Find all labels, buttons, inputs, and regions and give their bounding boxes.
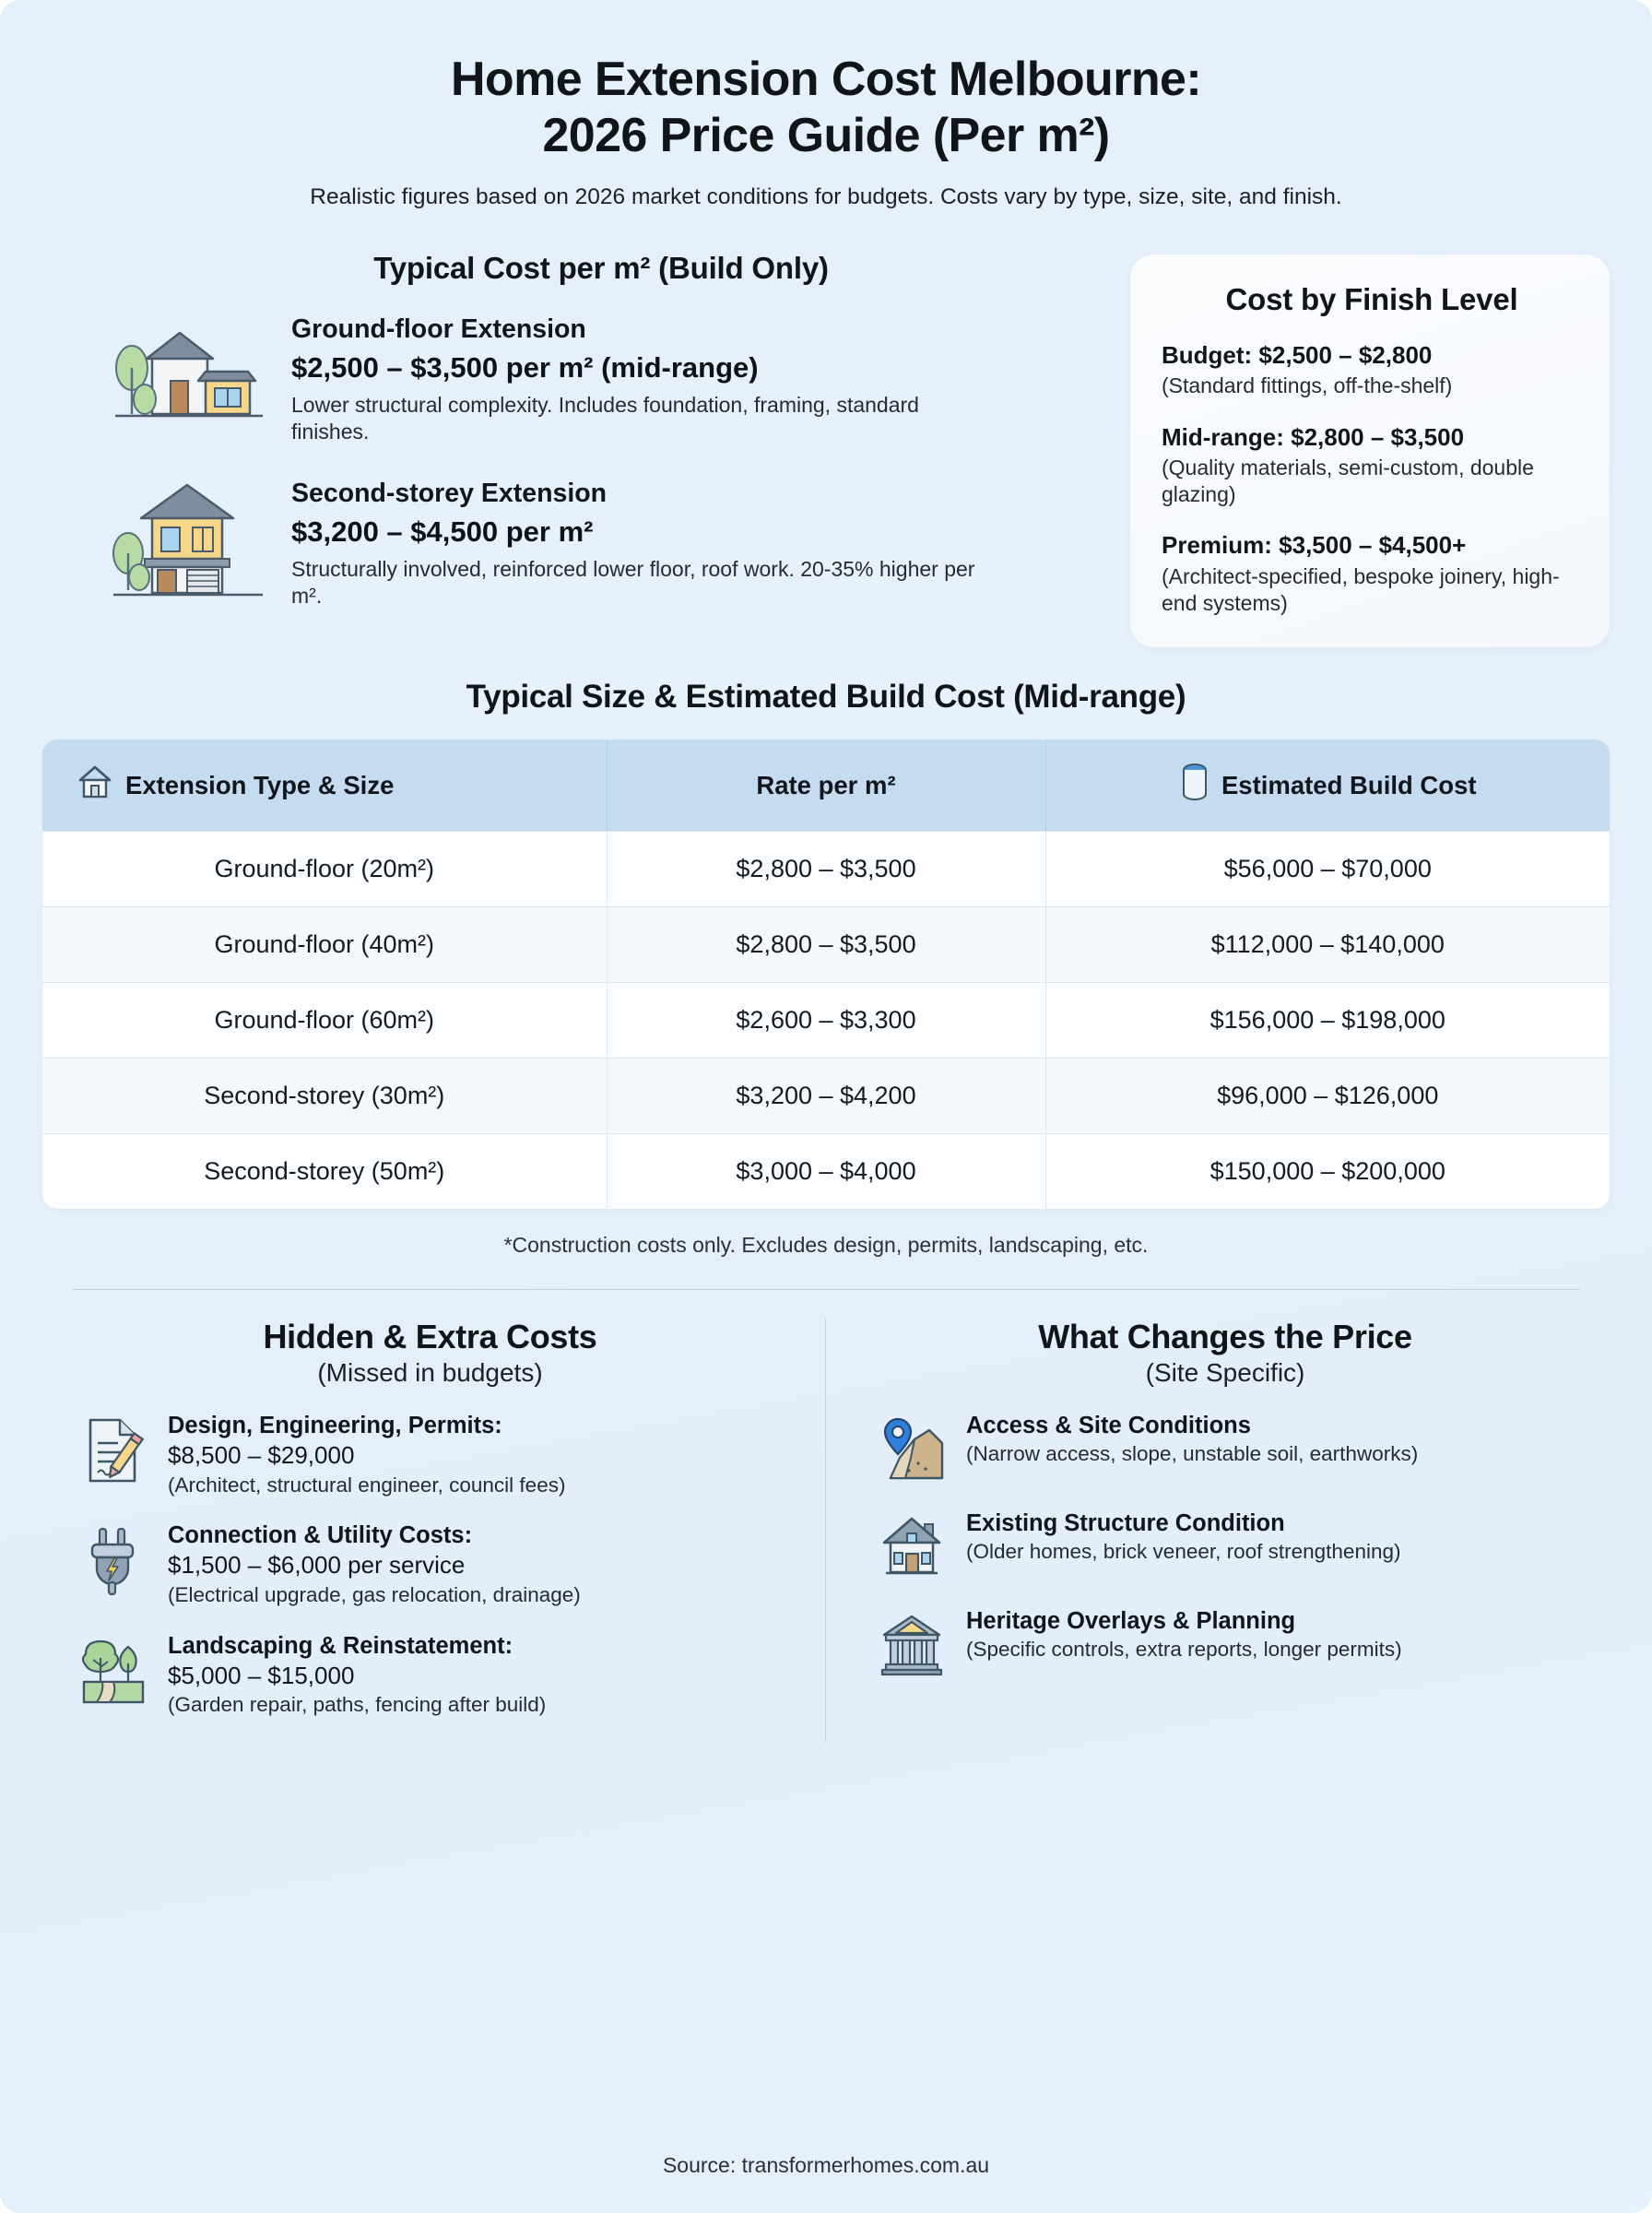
- list-item: [863, 1607, 1587, 1681]
- document-pencil-icon: [77, 1412, 149, 1485]
- list-item: [863, 1412, 1587, 1485]
- finish-level-note: (Architect-specified, bespoke joinery, high-end systems): [1162, 564, 1560, 615]
- source-attribution: Source: transformerhomes.com.au: [662, 2153, 990, 2177]
- build-only-list: [42, 310, 1104, 612]
- item-amount: $5,000 – $15,000: [168, 1661, 355, 1689]
- trees-garden-icon: [77, 1632, 149, 1706]
- list-item-body: [291, 310, 1104, 446]
- item-note: (Garden repair, paths, fencing after build): [168, 1693, 547, 1717]
- list-item: [65, 1412, 796, 1497]
- item-note: (Architect, structural engineer, council fees): [168, 1473, 566, 1497]
- database-coins-icon: [1179, 762, 1210, 809]
- cost-item-title: Ground-floor Extension: [291, 314, 586, 344]
- cell-cost: $112,000 – $140,000: [1045, 907, 1610, 983]
- price-changers-list: [863, 1412, 1587, 1681]
- finish-level-note: (Standard fittings, off-the-shelf): [1162, 373, 1453, 398]
- list-item-body: [168, 1412, 796, 1497]
- page-title-line-2: 2026 Price Guide (Per m²): [542, 108, 1110, 162]
- item-title: Design, Engineering, Permits:: [168, 1413, 502, 1439]
- table-row: [42, 1059, 1610, 1134]
- cell-cost: $156,000 – $198,000: [1045, 983, 1610, 1059]
- item-title: Access & Site Conditions: [966, 1413, 1251, 1439]
- finish-level-card: [1130, 254, 1610, 648]
- cost-table: [42, 740, 1610, 1209]
- hidden-costs-list: [65, 1412, 796, 1718]
- list-item: [1162, 531, 1582, 616]
- list-item-body: [966, 1607, 1587, 1663]
- finish-level-head: Mid-range: $2,800 – $3,500: [1162, 422, 1465, 451]
- build-only-heading: Typical Cost per m² (Build Only): [373, 250, 829, 285]
- list-item: [42, 310, 1104, 448]
- power-plug-icon: [77, 1521, 149, 1595]
- cost-item-price: $2,500 – $3,500 per m² (mid-range): [291, 350, 759, 384]
- list-item: [42, 474, 1104, 612]
- cost-table-wrapper: [42, 740, 1610, 1209]
- price-changers-subtitle: (Site Specific): [1145, 1358, 1305, 1388]
- finish-level-title: Cost by Finish Level: [1225, 281, 1518, 316]
- table-column-header-label: Estimated Build Cost: [1221, 770, 1477, 799]
- item-note: (Electrical upgrade, gas relocation, drainage): [168, 1583, 581, 1607]
- price-changers-panel: [826, 1318, 1610, 1742]
- upper-section: [42, 251, 1610, 648]
- table-heading: Typical Size & Estimated Build Cost (Mid-range): [466, 679, 1186, 716]
- house-outline-icon: [76, 763, 114, 808]
- list-item: [1162, 423, 1582, 508]
- cell-type: Second-storey (50m²): [42, 1134, 607, 1210]
- list-item-body: [966, 1509, 1587, 1565]
- page-subtitle: Realistic figures based on 2026 market conditions for budgets. Costs vary by type, size, site, and finish.: [310, 183, 1342, 209]
- list-item-body: [966, 1412, 1587, 1467]
- cell-cost: $96,000 – $126,000: [1045, 1059, 1610, 1134]
- cell-rate: $3,000 – $4,000: [607, 1134, 1045, 1210]
- price-changers-title: What Changes the Price: [1038, 1318, 1412, 1356]
- cell-rate: $2,600 – $3,300: [607, 983, 1045, 1059]
- hidden-costs-title: Hidden & Extra Costs: [263, 1318, 597, 1356]
- cost-item-price: $3,200 – $4,500 per m²: [291, 515, 594, 548]
- list-item-body: [168, 1632, 796, 1718]
- page-title-line-1: Home Extension Cost Melbourne:: [450, 53, 1202, 106]
- map-pin-terrain-icon: [876, 1412, 948, 1485]
- house-icon: [876, 1509, 948, 1583]
- cell-type: Second-storey (30m²): [42, 1059, 607, 1134]
- cost-item-desc: Lower structural complexity. Includes foundation, framing, standard finishes.: [291, 393, 919, 444]
- item-title: Connection & Utility Costs:: [168, 1522, 473, 1549]
- table-header-row: [42, 740, 1610, 832]
- cell-cost: $56,000 – $70,000: [1045, 832, 1610, 907]
- table-row: [42, 1134, 1610, 1210]
- cell-type: Ground-floor (40m²): [42, 907, 607, 983]
- list-item: [863, 1509, 1587, 1583]
- finish-level-panel: [1130, 251, 1610, 648]
- cost-item-desc: Structurally involved, reinforced lower floor, roof work. 20-35% higher per m².: [291, 557, 975, 609]
- finish-level-head: Budget: $2,500 – $2,800: [1162, 340, 1433, 369]
- item-note: (Specific controls, extra reports, longer permits): [966, 1638, 1402, 1662]
- table-head: [42, 740, 1610, 832]
- item-title: Heritage Overlays & Planning: [966, 1608, 1296, 1635]
- table-column-header-rate: [607, 740, 1045, 832]
- two-storey-house-icon: [105, 474, 271, 612]
- finish-level-head: Premium: $3,500 – $4,500+: [1162, 531, 1467, 560]
- list-item-body: [168, 1521, 796, 1607]
- cell-cost: $150,000 – $200,000: [1045, 1134, 1610, 1210]
- item-title: Existing Structure Condition: [966, 1510, 1285, 1537]
- page-title: [42, 52, 1610, 164]
- list-item-body: [291, 474, 1104, 610]
- cell-type: Ground-floor (20m²): [42, 832, 607, 907]
- cell-rate: $3,200 – $4,200: [607, 1059, 1045, 1134]
- table-row: [42, 832, 1610, 907]
- list-item: [65, 1632, 796, 1718]
- cell-type: Ground-floor (60m²): [42, 983, 607, 1059]
- item-note: (Older homes, brick veneer, roof strengthening): [966, 1540, 1401, 1564]
- table-body: [42, 832, 1610, 1210]
- classical-building-icon: [876, 1607, 948, 1681]
- hidden-costs-subtitle: (Missed in budgets): [317, 1358, 543, 1388]
- hidden-costs-panel: [42, 1318, 826, 1742]
- table-column-header-cost: [1045, 740, 1610, 832]
- build-only-panel: [42, 251, 1104, 638]
- item-title: Landscaping & Reinstatement:: [168, 1632, 513, 1659]
- bottom-section: [42, 1318, 1610, 1742]
- item-note: (Narrow access, slope, unstable soil, earthworks): [966, 1442, 1419, 1466]
- item-amount: $1,500 – $6,000 per service: [168, 1551, 466, 1580]
- list-item: [65, 1521, 796, 1607]
- table-column-header-label: Extension Type & Size: [125, 770, 395, 799]
- item-amount: $8,500 – $29,000: [168, 1441, 355, 1470]
- single-storey-house-icon: [105, 310, 271, 448]
- finish-level-note: (Quality materials, semi-custom, double glazing): [1162, 456, 1534, 506]
- section-divider: [72, 1289, 1580, 1290]
- table-row: [42, 907, 1610, 983]
- cell-rate: $2,800 – $3,500: [607, 907, 1045, 983]
- cost-item-title: Second-storey Extension: [291, 478, 608, 508]
- table-column-header-type: [42, 740, 607, 832]
- header: [42, 0, 1610, 212]
- table-column-header-label: Rate per m²: [756, 770, 896, 799]
- table-footnote: *Construction costs only. Excludes design, permits, landscaping, etc.: [503, 1233, 1149, 1258]
- table-row: [42, 983, 1610, 1059]
- list-item: [1162, 341, 1582, 399]
- cell-rate: $2,800 – $3,500: [607, 832, 1045, 907]
